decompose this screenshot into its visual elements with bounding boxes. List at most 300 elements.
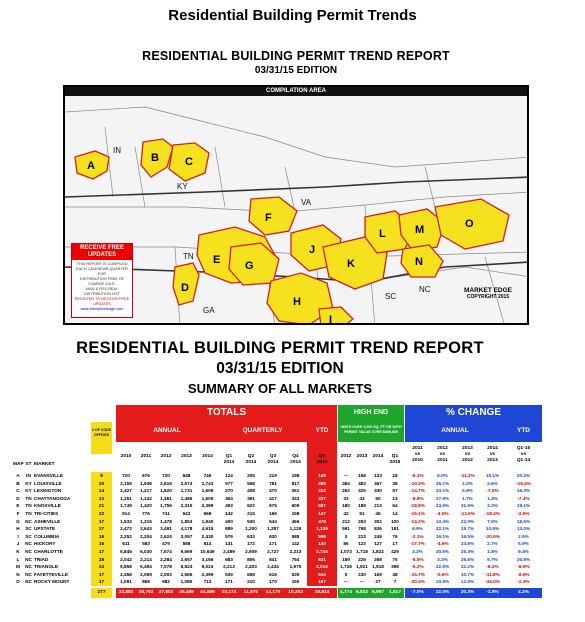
- cell-h0: 1,726: [340, 564, 352, 570]
- cell-c1: 19.1%: [435, 533, 450, 539]
- region-label-d: D: [181, 282, 189, 294]
- cell-h1: 158: [358, 473, 366, 478]
- total-cell-c0: -7.0%: [411, 590, 424, 595]
- cell-market: CHARLOTTE: [34, 549, 63, 554]
- cell-a0: 1,532: [120, 518, 132, 524]
- cell-q3: 817: [291, 480, 300, 486]
- cell-a0: 2,042: [120, 556, 132, 562]
- cell-a3: 1,080: [180, 579, 193, 585]
- cell-st: TN: [25, 495, 32, 501]
- cell-ytd: 140: [318, 541, 326, 547]
- cell-a3: 2,565: [180, 571, 193, 577]
- cell-a3: 4,178: [180, 526, 193, 532]
- state-label-ga: GA: [203, 306, 215, 315]
- cell-c3: 2.6%: [487, 480, 498, 486]
- cell-c2: 32.2%: [460, 564, 475, 570]
- cell-c0: -17.7%: [410, 541, 425, 547]
- cell-map: M: [16, 564, 20, 570]
- table-row: [13, 502, 543, 509]
- cell-c1: 35.1%: [435, 480, 450, 486]
- cell-h0: 0: [344, 571, 348, 577]
- cell-a2: 741: [162, 511, 170, 516]
- cell-c0: 3.2%: [412, 549, 423, 554]
- cell-ytd: 337: [318, 495, 326, 501]
- cell-market: FAYETTEVILLE: [34, 571, 68, 577]
- totals-header: TOTALS: [116, 405, 337, 420]
- cell-st: NC: [25, 549, 32, 554]
- cell-q3: 198: [291, 473, 300, 478]
- cell-h0: 591: [342, 526, 350, 532]
- cell-q1: 658: [247, 571, 255, 577]
- cell-q1: 391: [247, 495, 255, 501]
- cell-offices: 16: [98, 541, 105, 547]
- region-label-c: C: [185, 156, 193, 168]
- cell-h2: 46: [375, 511, 381, 516]
- cell-c1: -4.6%: [436, 541, 449, 547]
- cell-a0: 5,845: [120, 549, 132, 554]
- cell-q0: 142: [225, 511, 233, 516]
- cell-q3: 539: [291, 571, 300, 577]
- cell-a4: 2,743: [201, 480, 214, 486]
- cell-market: TRI-CITIES: [34, 511, 59, 516]
- cell-c1: 12.4%: [435, 518, 450, 524]
- cell-map: J: [16, 541, 20, 547]
- cell-a0: 2,155: [120, 480, 132, 486]
- cell-q2: 171: [269, 541, 277, 547]
- cell-offices: 27: [98, 526, 105, 532]
- cell-q0: 171: [225, 579, 233, 585]
- state-label-tn: TN: [183, 252, 194, 261]
- cell-h3: 13: [392, 495, 398, 501]
- cell-ytd: 544: [318, 571, 326, 577]
- total-cell-q3: 10,263: [288, 590, 303, 595]
- table-row: [13, 578, 543, 585]
- high-end-header: HIGH END: [338, 405, 404, 420]
- cell-market: COLUMBIA: [34, 533, 60, 539]
- cell-a3: 1,731: [180, 488, 193, 494]
- cell-h1: 43: [359, 495, 365, 501]
- cell-a1: 1,142: [140, 495, 152, 501]
- cell-h1: 225: [358, 556, 366, 562]
- cell-q0: 539: [225, 571, 233, 577]
- cell-h2: 127: [374, 541, 382, 547]
- cell-q1: 408: [247, 488, 255, 494]
- map-title: RESIDENTIAL BUILDING PERMIT TREND REPORT: [142, 49, 450, 63]
- table-row: [13, 480, 543, 487]
- cell-q3: 754: [291, 556, 300, 562]
- cell-map: D: [16, 495, 20, 501]
- cell-cy: -15.4%: [516, 480, 531, 486]
- cell-a4: 713: [203, 579, 212, 585]
- region-label-i: I: [329, 314, 333, 326]
- cell-h1: 230: [358, 571, 366, 577]
- cell-h1: 798: [358, 526, 366, 532]
- map-subtitle: 03/31/15 EDITION: [254, 65, 338, 76]
- cell-c0: 6.9%: [412, 526, 423, 532]
- cell-h3: 38: [392, 480, 398, 486]
- cell-offices: 24: [98, 564, 105, 570]
- cell-h0: 0: [344, 533, 348, 539]
- cell-a3: 643: [182, 511, 191, 516]
- cell-c0: -6.2%: [411, 564, 424, 570]
- cell-offices: 28: [98, 556, 105, 562]
- cell-h2: 1,918: [372, 564, 384, 570]
- table-row: [13, 548, 543, 555]
- column-header-market: MARKET: [34, 462, 55, 467]
- report-title: RESIDENTIAL BUILDING PERMIT TREND REPORT: [76, 339, 484, 357]
- cell-q2: 616: [269, 571, 277, 577]
- cell-q0: 124: [225, 473, 233, 478]
- cell-a2: 1,478: [160, 518, 172, 524]
- cell-cy: 16.3%: [516, 488, 531, 494]
- cell-map: A: [16, 473, 20, 478]
- cell-a2: 730: [162, 473, 170, 478]
- cell-map: O: [16, 579, 20, 585]
- cell-q3: 361: [291, 488, 300, 494]
- cell-offices: 8: [100, 473, 103, 478]
- cell-q3: 142: [291, 541, 300, 547]
- cell-c2: 19.7%: [460, 526, 475, 532]
- ytd-header: YTD: [315, 427, 329, 434]
- total-cell-q1: 11,970: [243, 590, 259, 595]
- cell-q3: 588: [291, 533, 300, 539]
- cell-a1: 1,936: [140, 480, 152, 486]
- cell-offices: 17: [98, 571, 105, 577]
- cell-c3: -18.4%: [485, 511, 500, 516]
- market-edge-logo: [463, 287, 513, 300]
- cell-q1: 806: [247, 556, 255, 562]
- cell-a2: 982: [162, 579, 170, 585]
- cell-st: IN: [26, 473, 31, 478]
- cell-h0: ---: [343, 579, 349, 585]
- column-header-st: ST: [25, 462, 32, 467]
- cell-q3: 150: [291, 579, 300, 585]
- region-label-l: L: [379, 228, 386, 240]
- column-header-a1: 2011: [140, 454, 152, 459]
- cell-cy: -8.9%: [517, 564, 530, 570]
- column-header-h0: 2012: [340, 454, 352, 459]
- cell-q3: 343: [291, 495, 300, 501]
- cell-h1: 213: [358, 533, 366, 539]
- total-cell-a1: 30,763: [138, 590, 154, 595]
- cell-a0: 720: [122, 473, 130, 478]
- region-label-n: N: [415, 256, 423, 268]
- promo-link[interactable]: www.themarketedge.com: [80, 307, 124, 311]
- cell-c0: -20.4%: [410, 579, 425, 585]
- cell-h2: 302: [374, 518, 382, 524]
- cell-a1: 1,315: [140, 518, 152, 524]
- cell-market: TRIANGLE: [34, 564, 58, 570]
- cell-q1: 215: [247, 511, 255, 516]
- cell-c1: 8.0%: [437, 473, 448, 478]
- cell-st: SC: [25, 526, 32, 532]
- cell-c3: 7.0%: [487, 518, 498, 524]
- cell-ytd: 2,734: [316, 549, 328, 554]
- cell-h3: 64: [392, 503, 398, 509]
- cell-market: LEXINGTON: [34, 488, 62, 494]
- cell-ytd: 1,129: [316, 526, 328, 532]
- cell-map: C: [16, 488, 20, 494]
- cell-q2: 1,287: [267, 526, 279, 532]
- region-label-f: F: [265, 212, 272, 224]
- cell-market: TRIAD: [34, 556, 49, 562]
- cell-market: EVANSVILLE: [34, 473, 64, 478]
- cell-a4: 2,389: [201, 503, 214, 509]
- cell-h3: 17: [392, 541, 398, 547]
- state-label-in: IN: [113, 146, 121, 155]
- cell-q3: 1,129: [289, 526, 302, 532]
- cell-q0: 364: [225, 495, 233, 501]
- column-header-c2: 2013 vs 2012: [462, 446, 473, 463]
- cell-c0: -14.7%: [410, 488, 425, 494]
- cell-q1: 568: [247, 480, 255, 486]
- cell-a1: 2,069: [140, 571, 152, 577]
- cell-h1: 1,718: [356, 549, 368, 554]
- cell-map: K: [16, 549, 20, 554]
- page-title: Residential Building Permit Trends: [168, 7, 417, 24]
- cell-c0: -10.2%: [410, 480, 425, 486]
- region-label-m: M: [415, 224, 425, 236]
- cell-a0: 5,858: [120, 564, 132, 570]
- cell-q0: 683: [225, 556, 233, 562]
- cell-market: CHATTANOOGA: [34, 495, 71, 501]
- region-label-e: E: [213, 254, 221, 266]
- cell-a2: 1,759: [160, 503, 172, 509]
- cell-st: NC: [25, 518, 32, 524]
- cell-a4: 9,024: [201, 564, 214, 570]
- cell-q1: 2,403: [245, 564, 257, 570]
- cell-h3: 100: [391, 518, 399, 524]
- region-label-a: A: [87, 160, 95, 172]
- cell-cy: -8.9%: [517, 571, 530, 577]
- cell-offices: 21: [98, 503, 105, 509]
- total-cell-a4: 44,586: [200, 590, 215, 595]
- cell-h0: 262: [342, 488, 350, 494]
- cell-a4: 614: [203, 541, 212, 547]
- cell-offices: 14: [98, 488, 105, 494]
- cell-st: TN: [25, 511, 32, 516]
- cell-h3: 429: [391, 549, 399, 554]
- cell-a2: 7,078: [160, 564, 172, 570]
- cell-q0: 579: [225, 533, 233, 539]
- cell-a2: 7,674: [160, 549, 172, 554]
- quarterly-header: QUARTERLY: [218, 420, 307, 442]
- cell-q2: 2,434: [267, 564, 279, 570]
- cell-c0: -2.1%: [411, 533, 424, 539]
- cell-a3: 588: [182, 541, 191, 547]
- cell-cy: 2.9%: [518, 533, 529, 539]
- cell-h1: ---: [359, 579, 365, 585]
- column-header-h3: Q1 2015: [389, 454, 401, 465]
- state-label-ky: KY: [177, 182, 188, 191]
- cell-c3: -20.5%: [485, 533, 500, 539]
- cell-h3: 181: [391, 526, 399, 532]
- cell-a1: 583: [142, 541, 150, 547]
- cell-c0: -15.7%: [410, 571, 425, 577]
- cell-h0: ---: [343, 473, 349, 478]
- cell-h0: 384: [342, 480, 350, 486]
- cell-c0: -15.1%: [410, 511, 425, 516]
- cell-c3: 1.8%: [487, 549, 498, 554]
- cell-q0: 2,213: [223, 564, 235, 570]
- cell-st: NC: [25, 556, 32, 562]
- cell-h0: 86: [343, 541, 349, 547]
- cell-c1: 23.9%: [435, 503, 450, 509]
- cell-ytd: 479: [318, 518, 326, 524]
- table-row: [13, 563, 543, 570]
- cell-a2: 3,491: [160, 526, 172, 532]
- cell-a4: 2,430: [201, 533, 214, 539]
- cell-ytd: 587: [318, 503, 326, 509]
- cell-c2: -11.2%: [460, 473, 475, 478]
- cell-h1: 325: [358, 488, 366, 494]
- change-annual-header: ANNUAL: [405, 420, 505, 442]
- cell-a4: 1,609: [201, 488, 214, 494]
- cell-ytd: 149: [318, 473, 326, 478]
- cell-a3: 1,853: [180, 518, 193, 524]
- cell-st: TN: [25, 503, 32, 509]
- promo-heading: RECEIVE FREE UPDATES: [72, 244, 132, 260]
- cell-a4: 1,505: [201, 495, 214, 501]
- cell-h2: 169: [374, 571, 382, 577]
- cell-c3: 2.7%: [487, 541, 498, 547]
- cell-c3: 1.3%: [487, 495, 498, 501]
- cell-ytd: 596: [318, 533, 326, 539]
- cell-a0: 914: [122, 511, 130, 516]
- cell-c1: 33.1%: [435, 488, 450, 494]
- cell-h1: 483: [358, 480, 366, 486]
- cell-c0: -18.8%: [410, 503, 425, 509]
- cell-q1: 1,200: [245, 526, 257, 532]
- cell-a3: 3,057: [180, 533, 193, 539]
- cell-q1: 2,609: [245, 549, 257, 554]
- cell-map: G: [16, 518, 20, 524]
- cell-q3: 1,975: [289, 564, 302, 570]
- cell-h3: 57: [392, 488, 398, 494]
- table-row: [13, 472, 543, 479]
- cell-cy: -2.3%: [517, 579, 530, 585]
- total-cell-c2: 20.3%: [460, 590, 475, 595]
- cell-cy: -2.6%: [517, 511, 530, 516]
- total-cell-h3: 1,617: [388, 590, 401, 595]
- cell-market: LOUISVILLE: [34, 480, 62, 486]
- free-updates-promo[interactable]: [71, 243, 133, 318]
- cell-cy: -7.4%: [517, 495, 530, 501]
- cell-c0: -5.5%: [411, 556, 424, 562]
- cell-a4: 668: [203, 511, 212, 516]
- cell-c2: 10.7%: [460, 571, 475, 577]
- cell-c2: 2.2%: [462, 480, 473, 486]
- total-cell-a2: 37,802: [158, 590, 174, 595]
- promo-line: DISTRIBUTION FREE OF CHARGE VIA E-: [79, 277, 125, 286]
- total-cell-a3: 45,489: [179, 590, 194, 595]
- cell-st: NC: [25, 571, 32, 577]
- cell-h2: 60: [375, 495, 381, 501]
- cell-market: ROCKY MOUNT: [34, 579, 70, 585]
- table-total-row: [13, 588, 543, 598]
- cell-map: L: [16, 556, 20, 562]
- column-header-q3: Q4 2014: [290, 454, 301, 465]
- table-row: [13, 487, 543, 494]
- cell-q1: 530: [247, 518, 255, 524]
- cell-a1: 1,420: [140, 503, 152, 509]
- cell-c3: 10.5%: [485, 526, 500, 532]
- cell-a1: 676: [142, 473, 150, 478]
- cell-a1: 2,214: [140, 556, 152, 562]
- cell-h2: 213: [374, 503, 382, 509]
- cell-q2: 219: [269, 473, 277, 478]
- column-header-h2: 2014: [372, 454, 384, 459]
- cell-q3: 466: [291, 518, 300, 524]
- cell-q2: 417: [269, 495, 277, 501]
- total-cell-c1: 22.0%: [435, 590, 450, 595]
- column-header-h1: 2013: [356, 454, 368, 459]
- cell-a4: 10,649: [200, 549, 215, 554]
- column-header-a0: 2010: [120, 454, 132, 459]
- cell-q2: 2,727: [267, 549, 279, 554]
- cell-h3: 14: [392, 511, 398, 516]
- column-header-c0: 2011 vs 2010: [412, 446, 423, 463]
- cell-h2: 330: [374, 488, 382, 494]
- compilation-area-bar: COMPILATION AREA: [65, 87, 527, 96]
- cell-offices: 17: [98, 518, 105, 524]
- cell-a0: 611: [122, 541, 130, 547]
- cell-c1: 32.1%: [435, 526, 450, 532]
- cell-c1: -4.5%: [436, 511, 449, 516]
- cell-a4: 3,166: [201, 556, 214, 562]
- cell-cy: 19.5%: [516, 518, 531, 524]
- change-ytd-header: YTD: [505, 420, 542, 442]
- cell-h3: 7: [393, 579, 397, 585]
- cell-h0: 180: [342, 503, 350, 509]
- cell-h3: 76: [392, 533, 398, 539]
- column-header-q0: Q1 2014: [223, 454, 235, 465]
- offices-header: # OF CODE OFFICES: [91, 422, 112, 454]
- cell-c2: 12.8%: [460, 579, 475, 585]
- cell-c1: 27.9%: [435, 495, 450, 501]
- cell-h0: 33: [343, 495, 349, 501]
- cell-q0: 577: [225, 480, 233, 486]
- cell-h3: 398: [391, 564, 399, 570]
- cell-q1: 205: [247, 473, 255, 478]
- annual-header: ANNUAL: [116, 420, 218, 442]
- cell-c1: -0.6%: [436, 571, 449, 577]
- cell-a0: 1,091: [120, 579, 132, 585]
- cell-ytd: 2,016: [316, 564, 328, 570]
- cell-a3: 2,674: [180, 480, 193, 486]
- cell-c3: -7.0%: [486, 488, 499, 494]
- cell-a2: 1,461: [160, 495, 172, 501]
- cell-map: N: [16, 571, 20, 577]
- cell-a3: 1,486: [180, 495, 193, 501]
- cell-q3: 609: [291, 503, 300, 509]
- column-header-map: MAP: [13, 462, 24, 467]
- summary-table: [13, 405, 543, 601]
- cell-a1: 5,494: [140, 564, 152, 570]
- total-cell-h2: 6,997: [371, 590, 384, 595]
- cell-c2: 25.3%: [460, 549, 475, 554]
- cell-h3: 48: [392, 571, 398, 577]
- cell-a0: 1,749: [120, 503, 132, 509]
- cell-q2: 166: [269, 511, 277, 516]
- total-cell-ytd: 10,614: [314, 590, 330, 595]
- cell-c2: 6.9%: [462, 488, 473, 494]
- cell-q0: 270: [225, 488, 233, 494]
- cell-a2: 2,003: [160, 571, 172, 577]
- cell-a3: 9,669: [180, 549, 193, 554]
- column-header-c3: 2014 vs 2013: [487, 446, 498, 463]
- cell-h0: 212: [342, 518, 350, 524]
